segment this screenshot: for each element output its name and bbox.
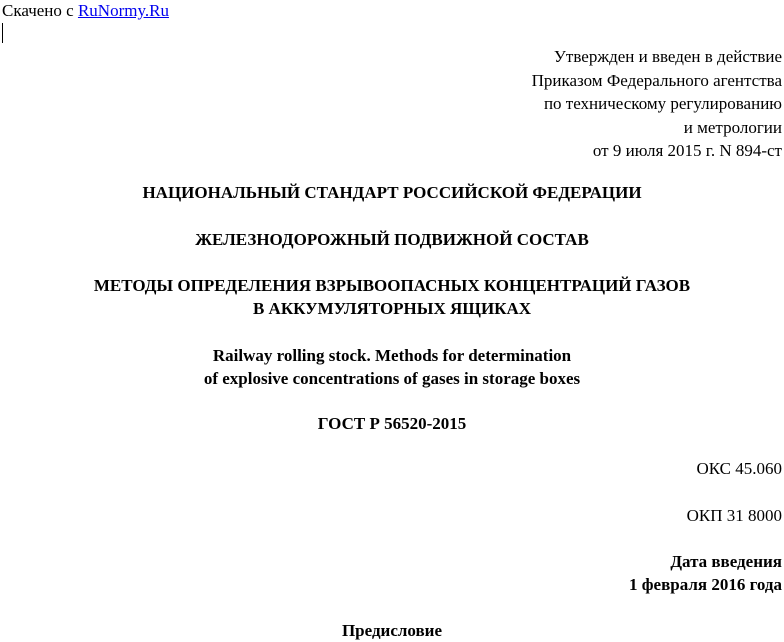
text-cursor xyxy=(2,23,3,43)
approval-line: от 9 июля 2015 г. N 894-ст xyxy=(592,141,782,160)
gost-number: ГОСТ Р 56520-2015 xyxy=(317,414,467,433)
standard-type-heading: НАЦИОНАЛЬНЫЙ СТАНДАРТ РОССИЙСКОЙ ФЕДЕРАЦИИ xyxy=(142,183,642,202)
download-notice-prefix: Скачено с xyxy=(2,1,74,20)
russian-title-line: МЕТОДЫ ОПРЕДЕЛЕНИЯ ВЗРЫВООПАСНЫХ КОНЦЕНТРАЦИЙ ГАЗОВ xyxy=(93,276,691,295)
english-title-line: Railway rolling stock. Methods for determination xyxy=(212,346,572,365)
download-notice xyxy=(2,1,169,21)
okp-code: ОКП 31 8000 xyxy=(686,506,782,525)
introduction-date-label: Дата введения xyxy=(670,552,782,571)
approval-line: Утвержден и введен в действие xyxy=(553,47,782,66)
approval-line: и метрологии xyxy=(683,117,782,137)
approval-block xyxy=(532,45,782,163)
subject-heading: ЖЕЛЕЗНОДОРОЖНЫЙ ПОДВИЖНОЙ СОСТАВ xyxy=(195,230,589,249)
runormy-link[interactable]: RuNormy.Ru xyxy=(77,1,169,20)
section-heading-foreword: Предисловие xyxy=(341,621,443,640)
introduction-date xyxy=(629,550,782,596)
russian-title xyxy=(0,274,784,320)
introduction-date-value: 1 февраля 2016 года xyxy=(629,575,782,594)
approval-line: по техническому регулированию xyxy=(543,94,782,113)
english-title-line: of explosive concentrations of gases in storage boxes xyxy=(203,369,581,388)
oks-code: ОКС 45.060 xyxy=(696,459,782,478)
russian-title-line: В АККУМУЛЯТОРНЫХ ЯЩИКАХ xyxy=(252,299,532,318)
approval-line: Приказом Федерального агентства xyxy=(531,70,782,90)
english-title xyxy=(0,344,784,390)
